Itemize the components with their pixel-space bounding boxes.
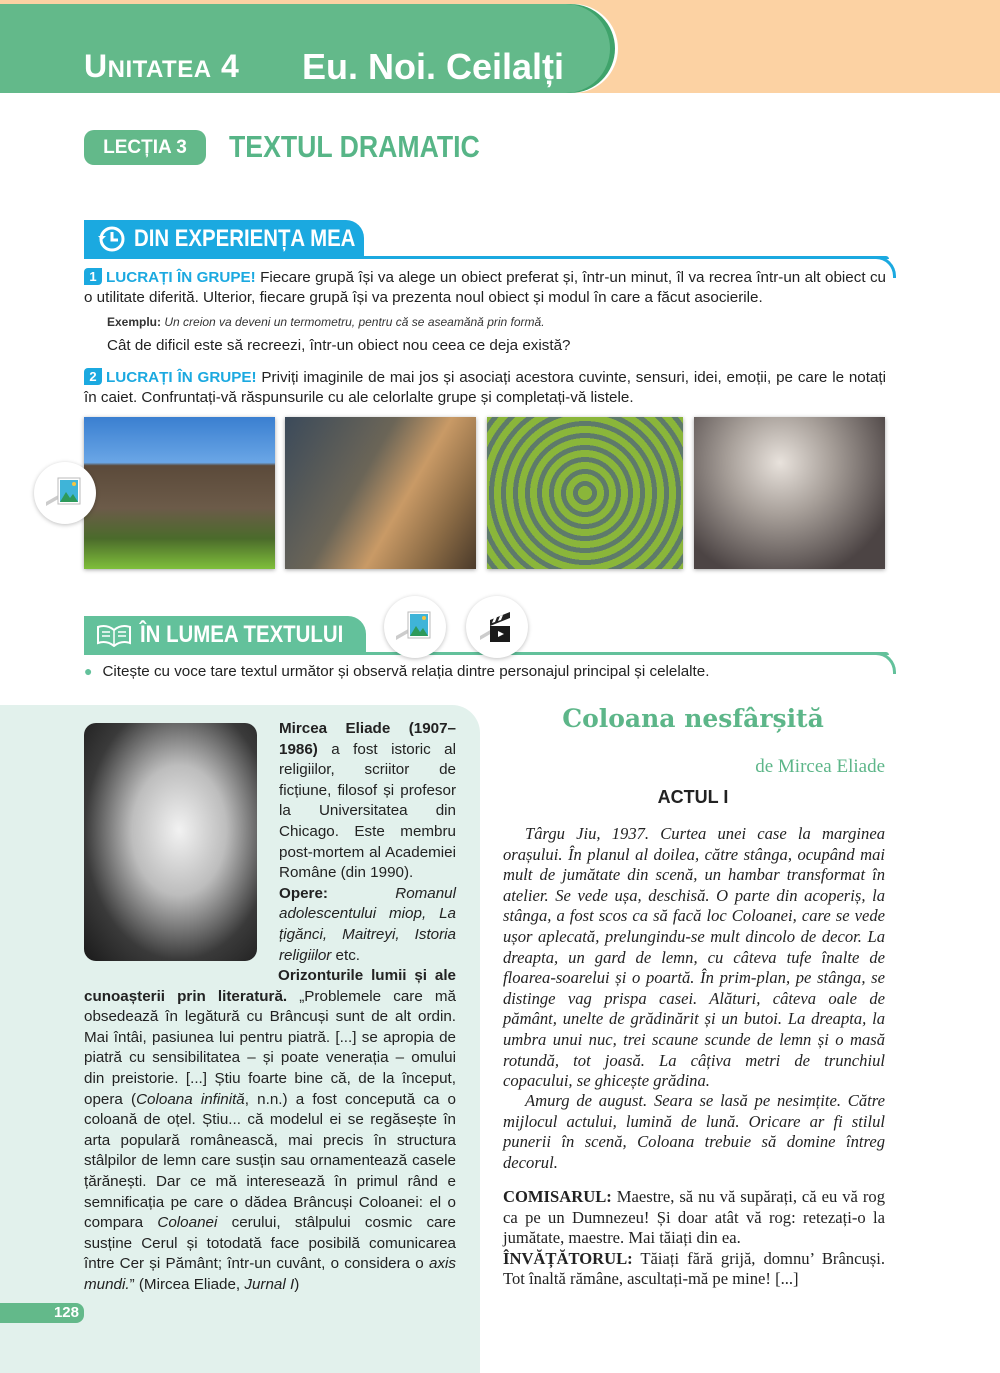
page-number: 128	[0, 1303, 84, 1323]
quote-italic: axis mundi.	[84, 1255, 456, 1293]
eliade-quote	[84, 966, 456, 1296]
open-book-icon	[96, 623, 132, 647]
quote-italic: Coloana infinită	[136, 1090, 245, 1108]
youth-group-dancing-photo	[694, 417, 885, 569]
instruction-text: Citește cu voce tare textul următor și observă relația dintre personajul principal și celelalte.	[102, 663, 710, 680]
quote-text: „Problemele care mă obsedează în legătură cu Brâncuși sunt de alt ordin. Mai întâi, pasiunea lui pentru piatră. [...] se apropia de piatră cu sensibilitatea – și poate venerația – omului din preistorie. [...] Știu foarte bine că, de la început, opera (	[84, 987, 456, 1108]
dialogue-line	[503, 1187, 885, 1249]
reading-instruction	[84, 663, 709, 680]
bullet-icon: ●	[84, 663, 93, 679]
works-label: Opere:	[279, 884, 328, 902]
dialogue-line	[503, 1249, 885, 1290]
act-heading: ACTUL I	[657, 787, 729, 807]
author-bio	[279, 719, 456, 966]
video-clapper-icon[interactable]	[466, 596, 528, 658]
quote-text: ” (Mircea Eliade,	[129, 1275, 245, 1293]
quote-text: cerului, stâlpului cosmic care susține Cerul și totodată face posibilă comunicarea între Cer și Pământ; într-un cuvânt, o considera o	[84, 1214, 457, 1273]
section-header-in-lumea-textului	[84, 616, 366, 654]
unit-label: UNITATEA 4	[84, 48, 240, 84]
exercise-lead: LUCRAȚI ÎN GRUPE!	[106, 369, 257, 386]
exercise-2	[84, 368, 886, 408]
exercise-lead: LUCRAȚI ÎN GRUPE!	[106, 269, 256, 286]
carved-wooden-gate-photo	[84, 417, 275, 569]
hedge-labyrinth-photo	[487, 417, 683, 569]
exercise-1-example	[107, 315, 545, 329]
exercise-text: Priviți imaginile de mai jos și asociați acestora cuvinte, sensuri, idei, emoții, pe care le notați în caiet. Confruntați-vă răspunsurile cu ale celorlalte grupe și completați-vă listele.	[84, 369, 886, 406]
works-list: Romanul adolescentului miop, La țigănci, Maitreyi, Istoria religiilor	[279, 884, 456, 964]
exercise-number-badge: 1	[84, 268, 102, 285]
bio-text: a fost istoric al religiilor, scriitor de ficțiune, filosof și profesor la Universitatea din Chicago. Este membru post-mortem al Academiei Române (din 1990).	[279, 740, 456, 882]
quote-italic: Coloanei	[157, 1214, 218, 1232]
play-title: Coloana nesfârșită	[562, 704, 824, 733]
section-title: ÎN LUMEA TEXTULUI	[140, 621, 344, 648]
line-text: Tăiați fără grijă, domnu’ Brâncuși. Tot înaltă rămâne, ascultați-mă pe mine! [...]	[503, 1248, 885, 1289]
speaker-name: ÎNVĂȚĂTORUL:	[503, 1248, 633, 1268]
lesson-badge: LECȚIA 3	[84, 130, 206, 165]
section-header-din-experienta-mea	[84, 220, 364, 258]
section-divider-curve	[876, 652, 896, 674]
play-author: de Mircea Eliade	[755, 756, 885, 777]
works-tail: etc.	[331, 946, 361, 964]
line-text: Maestre, să nu vă supărați, că eu vă rog ca pe un Dumnezeu! Și doar atât vă rog: retezați-o la jumătate, maestre. Mai tăiați din ea.	[503, 1187, 885, 1248]
quote-heading: Orizonturile lumii și ale cunoașterii prin literatură.	[84, 967, 456, 1005]
example-text: Un creion va deveni un termometru, pentru că se aseamănă prin formă.	[161, 315, 545, 329]
unit-title: Eu. Noi. Ceilalți	[302, 46, 565, 87]
example-label: Exemplu:	[107, 315, 162, 329]
exercise-1	[84, 268, 886, 308]
gallery-icon[interactable]	[384, 596, 446, 658]
dialogue	[503, 1187, 885, 1290]
exercise-1-question: Cât de dificil este să recreezi, într-un obiect nou ceea ce deja există?	[107, 337, 571, 354]
mircea-eliade-portrait	[84, 723, 257, 961]
quote-italic: Jurnal I	[244, 1275, 295, 1293]
speaker-name: COMISARUL:	[503, 1187, 612, 1206]
history-clock-icon	[96, 224, 126, 254]
stage-direction: Amurg de august. Seara se lasă pe nesimțite. Către mijlocul actului, lumină de lună. Oricare ar fi stilul punerii în scenă, Coloana trebuie să domine întreg decorul.	[503, 1091, 885, 1172]
quote-text: , n.n.) a fost concepută ca o coloană de oțel. Știu... că modelul ei se regăsește în arta populară românească, mai precis în structura stâlpilor de lemn care susțin sau ornamentează casele țărănești. Dar ce mă interesează în primul rând e semnificația pe care o dădea Brâncuși Coloanei: el o compara	[84, 1090, 456, 1232]
gallery-icon[interactable]	[34, 462, 96, 524]
wood-carving-hands-photo	[285, 417, 476, 569]
exercise-text: Fiecare grupă își va alege un obiect preferat și, într-un minut, îl va recrea într-un alt obiect cu o utilitate diferită. Ulterior, fiecare grupă își va prezenta noul obiect și modul în care a făcut asocierile.	[84, 269, 886, 306]
stage-direction: Târgu Jiu, 1937. Curtea unei case la marginea orașului. În planul al doilea, către stânga, ocupând mai mult de jumătate din scenă, un hambar transformat în atelier. Se vede ușa, deschisă. O parte din acoperiș, la stânga, a fost scos ca să facă loc Coloanei, care se vede ușor aplecată, prelungindu-se mult dincolo de decor. La dreapta, un gard de lemn, cu câteva tufe înalte de floarea-soarelui și o poartă. În prim-plan, pe stânga, se distinge vag prispa casei. Alături, câteva oale de pământ, unelte de grădinărit și un butoi. La dreapta, la umbra unui nuc, trei scaune scunde de lemn și o masă rotundă, tot joasă. La câțiva metri de trunchiul copacului, se ghicește grădina.	[503, 824, 885, 1091]
section-divider	[84, 256, 889, 259]
exercise-number-badge: 2	[84, 368, 102, 385]
author-name: Mircea Eliade (1907–1986)	[279, 720, 456, 758]
quote-text: )	[294, 1275, 300, 1293]
section-title: DIN EXPERIENȚA MEA	[134, 225, 356, 252]
lesson-title: TEXTUL DRAMATIC	[229, 129, 480, 164]
